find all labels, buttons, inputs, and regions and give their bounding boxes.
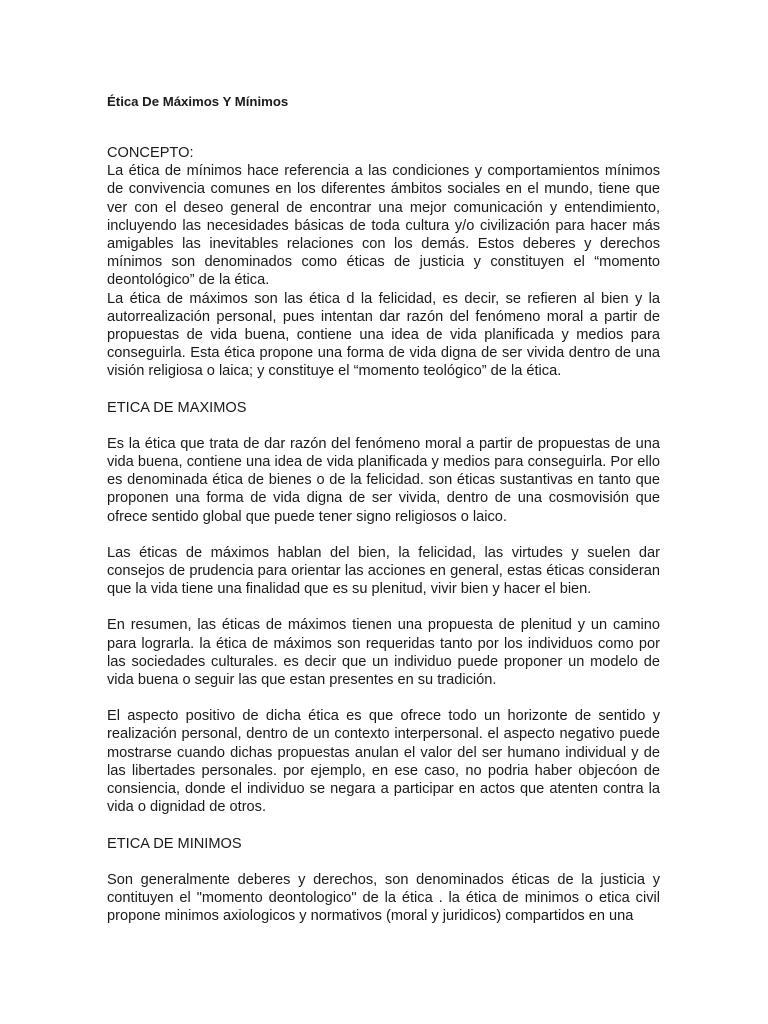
maximos-paragraph-2: Las éticas de máximos hablan del bien, la felicidad, las virtudes y suelen dar consejos de prudencia para orientar las acciones en general, estas éticas consideran que la vida tiene una finalidad que es su plenitud, vivir bien y hacer el bien. [107,544,660,598]
document-body [107,144,660,925]
maximos-paragraph-4: El aspecto positivo de dicha ética es que ofrece todo un horizonte de sentido y realización personal, dentro de un contexto interpersonal. el aspecto negativo puede mostrarse cuando dichas propuestas anulan el valor del ser humano individual y de las libertades personales. por ejemplo, en ese caso, no podria haber objecóon de consiencia, donde el individuo se negara a participar en actos que atenten contra la vida o dignidad de otros. [107,708,660,816]
document-title: Ética De Máximos Y Mínimos [107,94,289,109]
minimos-paragraph-1: Son generalmente deberes y derechos, son denominados éticas de la justicia y contituyen el "momento deontologico" de la ética . la ética de minimos o etica civil propone minimos axiologicos y normativos (moral y juridicos) compartidos en una [107,871,660,925]
maximos-paragraph-1: Es la ética que trata de dar razón del fenómeno moral a partir de propuestas de una vida buena, contiene una idea de vida planificada y medios para conseguirla. Por ello es denominada ética de bienes o de la felicidad. son éticas sustantivas en tanto que proponen una forma de vida digna de ser vivida, dentro de una cosmovisión que ofrece sentido global que puede tener signo religiosos o laico. [107,435,660,525]
maximos-paragraph-3: En resumen, las éticas de máximos tienen una propuesta de plenitud y un camino para lograrla. la ética de máximos son requeridas tanto por los individuos como por las sociedades culturales. es decir que un individuo puede proponer un modelo de vida buena o seguir las que estan presentes en su tradición. [107,617,660,689]
concept-heading: CONCEPTO: [107,145,194,161]
concept-paragraph-1: La ética de mínimos hace referencia a las condiciones y comportamientos mínimos de convivencia comunes en los diferentes ámbitos sociales en el mundo, tiene que ver con el deseo general de encontrar una mejor comunicación y entendimiento, incluyendo las necesidades básicas de toda cultura y/o civilización para hacer más amigables las inevitables relaciones con los demás. Estos deberes y derechos mínimos son denominados como éticas de justicia y constituyen el “momento deontológico” de la ética. [107,163,660,289]
maximos-heading: ETICA DE MAXIMOS [107,399,247,416]
minimos-heading: ETICA DE MINIMOS [107,835,242,852]
concept-paragraph-2: La ética de máximos son las ética d la felicidad, es decir, se refieren al bien y la autorrealización personal, pues intentan dar razón del fenómeno moral a partir de propuestas de vida buena, contiene una idea de vida planificada y medios para conseguirla. Esta ética propone una forma de vida digna de ser vivida dentro de una visión religiosa o laica; y constituye el “momento teológico” de la ética. [107,290,660,380]
